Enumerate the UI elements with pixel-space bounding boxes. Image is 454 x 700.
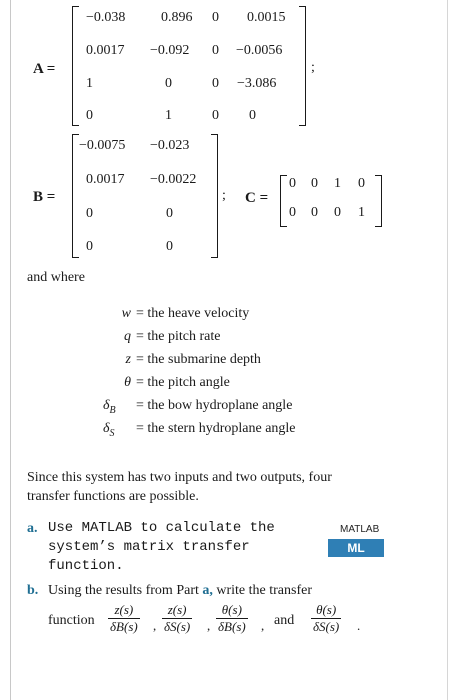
matrix-b-cell: 0 [86,206,93,221]
matrix-a-cell: 0 [165,76,172,91]
matrix-a-cell: 0.0017 [86,43,125,58]
fraction-comma: , [207,618,211,633]
matrix-c-right-bracket [375,175,382,227]
matrix-c-cell: 0 [358,176,365,191]
matrix-b-cell: −0.023 [150,138,190,153]
transfer-fraction: $\frac{\theta(s)}{\delta S(s)}$ [313,602,340,634]
matrix-c-cell: 0 [289,205,296,220]
matrix-a-cell: −0.092 [150,43,190,58]
matrix-c-cell: 0 [311,205,318,220]
matrix-c-left-bracket [280,175,287,227]
definition-symbol: q [124,329,131,344]
matrix-a-left-bracket [72,6,79,126]
matrix-a-right-bracket [299,6,306,126]
matrix-a-cell: 0 [212,43,219,58]
fraction-comma: , [261,618,265,633]
matrix-c-cell: 0 [334,205,341,220]
page-left-border [10,0,11,700]
matrix-b-right-bracket [211,134,218,258]
matrix-b-cell: −0.0075 [79,138,126,153]
matrix-a-cell: 0 [212,10,219,25]
paragraph-line: Since this system has two inputs and two outputs, four [27,470,332,485]
page-right-border [447,0,448,700]
matrix-a-cell: 0 [249,108,256,123]
matrix-c-cell: 1 [358,205,365,220]
part-a-line: system’s matrix transfer [48,539,250,555]
matrix-b-cell: −0.0022 [150,172,197,187]
matrix-a-label: A = [33,61,56,77]
matrix-a-cell: 0 [86,108,93,123]
definition-text: = the pitch rate [136,329,221,344]
matlab-label: MATLAB [340,524,380,535]
matrix-b-cell: 0 [166,239,173,254]
matrix-b-cell: 0 [166,206,173,221]
paragraph-line: transfer functions are possible. [27,489,199,504]
matrix-a-cell: 0.0015 [247,10,286,25]
matrix-c-cell: 0 [311,176,318,191]
matrix-a-cell: 1 [86,76,93,91]
definition-text: = the pitch angle [136,375,230,390]
matrix-a-semicolon: ; [311,60,315,75]
part-a-line: Use MATLAB to calculate the [48,520,275,536]
matrix-a-cell: −0.038 [86,10,126,25]
matrix-c-cell: 0 [289,176,296,191]
definition-symbol: w [121,306,131,321]
matrix-b-cell: 0.0017 [86,172,125,187]
matrix-c-label: C = [245,190,269,206]
transfer-fraction: $\frac{\theta(s)}{\delta B(s)}$ [218,602,246,634]
matrix-b-cell: 0 [86,239,93,254]
matrix-a-cell: −3.086 [237,76,277,91]
fraction-comma: , [153,618,157,633]
definition-text: = the stern hydroplane angle [136,421,296,436]
part-b-function-word: function [48,613,95,628]
part-b-letter: b. [27,583,39,598]
matrix-c-cell: 1 [334,176,341,191]
part-a-line: function. [48,558,124,574]
matrix-a-cell: 1 [165,108,172,123]
definition-text: = the bow hydroplane angle [136,398,293,413]
definition-symbol: θ [124,375,131,390]
part-b-line: Using the results from Part a, write the transfer [48,583,312,598]
definition-symbol: z [125,352,131,367]
definition-symbol: $\delta_B$ [103,398,116,416]
matrix-b-left-bracket [72,134,79,258]
part-a-letter: a. [27,521,38,536]
matrix-a-cell: 0 [212,76,219,91]
definition-text: = the heave velocity [136,306,250,321]
transfer-fraction: $\frac{z(s)}{\delta S(s)}$ [164,602,191,634]
matrix-b-label: B = [33,189,56,205]
matrix-b-semicolon: ; [222,188,226,203]
definition-text: = the submarine depth [136,352,261,367]
definition-symbol: $\delta_S$ [103,421,115,439]
matrix-a-cell: −0.0056 [236,43,283,58]
and-where-text: and where [27,270,85,285]
fraction-period: . [357,618,361,633]
part-b-and-word: and [274,613,295,628]
ml-badge: ML [328,539,384,557]
matrix-a-cell: 0 [212,108,219,123]
matrix-a-cell: 0.896 [161,10,193,25]
transfer-fraction: $\frac{z(s)}{\delta B(s)}$ [110,602,138,634]
